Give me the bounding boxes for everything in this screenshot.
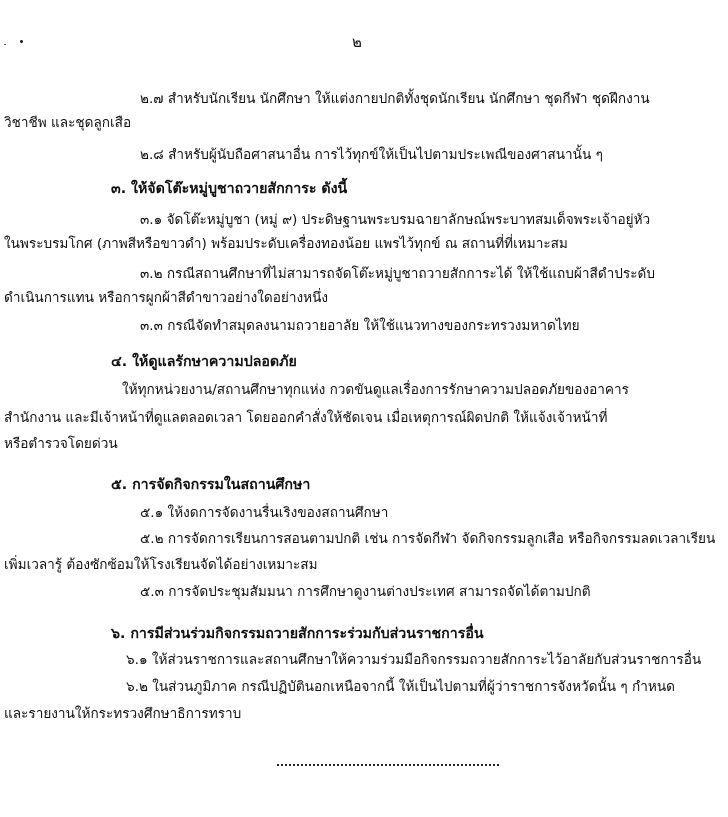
section-4-heading: ๔. ให้ดูแลรักษาความปลอดภัย [111, 354, 297, 370]
paragraph-3-3: ๓.๓ กรณีจัดทำสมุดลงนามถวายอาลัย ให้ใช้แนวทางของกระทรวงมหาดไทย [140, 318, 580, 334]
paragraph-4-line-1: ให้ทุกหน่วยงาน/สถานศึกษาทุกแห่ง กวดขันดูแลเรื่องการรักษาความปลอดภัยของอาคาร [122, 382, 629, 398]
paragraph-6-1: ๖.๑ ให้ส่วนราชการและสถานศึกษาให้ความร่วมมือกิจกรรมถวายสักการะไว้อาลัยกับส่วนราชการอื่น [126, 652, 702, 668]
end-of-document-dotted-rule [277, 764, 499, 766]
paragraph-2-7-line-1: ๒.๗ สำหรับนักเรียน นักศึกษา ให้แต่งกายปกติทั้งชุดนักเรียน นักศึกษา ชุดกีฬา ชุดฝึกงาน [140, 91, 650, 107]
paragraph-3-1-line-1: ๓.๑ จัดโต๊ะหมู่บูชา (หมู่ ๙) ประดิษฐานพระบรมฉายาลักษณ์พระบาทสมเด็จพระเจ้าอยู่หัว [140, 212, 651, 228]
paragraph-3-2-line-1: ๓.๒ กรณีสถานศึกษาที่ไม่สามารถจัดโต๊ะหมู่บูชาถวายสักการะได้ ให้ใช้แถบผ้าสีดำประดับ [140, 266, 655, 282]
paragraph-6-2-line-1: ๖.๒ ในส่วนภูมิภาค กรณีปฏิบัตินอกเหนือจากนี้ ให้เป็นไปตามที่ผู้ว่าราชการจังหวัดนั้น ๆ กำหนด [126, 679, 675, 695]
paragraph-2-7-line-2: วิชาชีพ และชุดลูกเสือ [4, 115, 132, 131]
scan-speck [4, 44, 6, 45]
paragraph-2-8: ๒.๘ สำหรับผู้นับถือศาสนาอื่น การไว้ทุกข์ให้เป็นไปตามประเพณีของศาสนานั้น ๆ [140, 147, 603, 163]
paragraph-5-2-line-1: ๕.๒ การจัดการเรียนการสอนตามปกติ เช่น การจัดกีฬา จัดกิจกรรมลูกเสือ หรือกิจกรรมลดเวลาเรียน [140, 531, 716, 547]
section-3-heading: ๓. ให้จัดโต๊ะหมู่บูชาถวายสักการะ ดังนี้ [111, 181, 348, 197]
paragraph-5-3: ๕.๓ การจัดประชุมสัมมนา การศึกษาดูงานต่างประเทศ สามารถจัดได้ตามปกติ [140, 584, 591, 600]
paragraph-3-2-line-2: ดำเนินการแทน หรือการผูกผ้าสีดำขาวอย่างใดอย่างหนึ่ง [4, 290, 329, 306]
paragraph-5-2-line-2: เพิ่มเวลารู้ ต้องซักซ้อมให้โรงเรียนจัดได้อย่างเหมาะสม [4, 557, 318, 573]
paragraph-3-1-line-2: ในพระบรมโกศ (ภาพสีหรือขาวดำ) พร้อมประดับเครื่องทองน้อย แพรไว้ทุกข์ ณ สถานที่ที่เหมาะสม [4, 236, 568, 252]
scan-speck [20, 40, 23, 43]
section-5-heading: ๕. การจัดกิจกรรมในสถานศึกษา [111, 477, 311, 493]
paragraph-4-line-3: หรือตำรวจโดยด่วน [4, 436, 118, 452]
paragraph-6-2-line-2: และรายงานให้กระทรวงศึกษาธิการทราบ [4, 706, 242, 722]
section-6-heading: ๖. การมีส่วนร่วมกิจกรรมถวายสักการะร่วมกับส่วนราชการอื่น [111, 626, 484, 642]
page-number: ๒ [352, 33, 362, 51]
paragraph-4-line-2: สำนักงาน และมีเจ้าหน้าที่ดูแลตลอดเวลา โดยออกคำสั่งให้ชัดเจน เมื่อเหตุการณ์ผิดปกติ ให้แจ้งเจ้าหน้าที่ [4, 410, 608, 426]
paragraph-5-1: ๕.๑ ให้งดการจัดงานรื่นเริงของสถานศึกษา [140, 505, 389, 521]
